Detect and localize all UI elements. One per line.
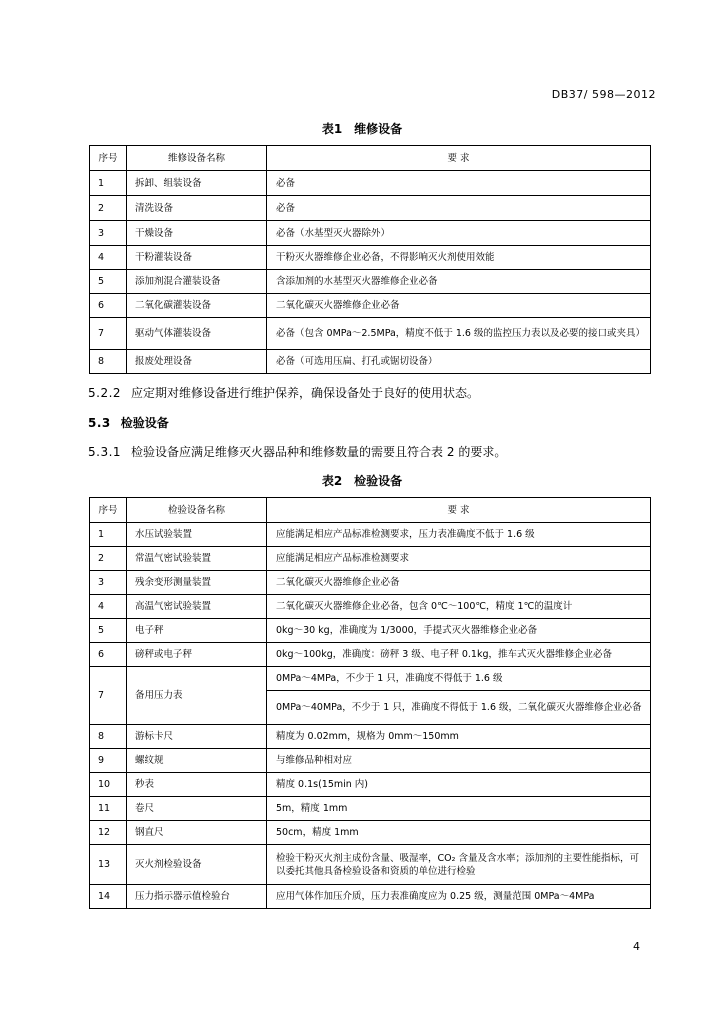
cell-name: 驱动气体灌装设备 (127, 318, 267, 350)
section-number: 5.3 (88, 416, 111, 430)
cell-no: 9 (90, 749, 127, 773)
cell-name: 螺纹规 (127, 749, 267, 773)
cell-req: 检验干粉灭火剂主成份含量、吸湿率，CO₂ 含量及含水率；添加剂的主要性能指标，可以委托其他具备检验设备和资质的单位进行检验 (267, 845, 651, 885)
cell-req: 0kg～100kg，准确度：磅秤 3 级、电子秤 0.1kg，推车式灭火器维修企业必备 (267, 643, 651, 667)
cell-name: 磅秤或电子秤 (127, 643, 267, 667)
cell-name: 高温气密试验装置 (127, 595, 267, 619)
clause-5-2-2 (88, 384, 479, 401)
table-row (90, 350, 651, 374)
header-req: 要 求 (267, 146, 651, 171)
header-no: 序号 (90, 146, 127, 171)
clause-number: 5.2.2 (88, 386, 122, 400)
table-row (90, 523, 651, 547)
cell-name: 常温气密试验装置 (127, 547, 267, 571)
table1 (89, 145, 651, 374)
cell-name: 灭火剂检验设备 (127, 845, 267, 885)
cell-name: 二氧化碳灌装设备 (127, 294, 267, 318)
cell-req: 0MPa～4MPa，不少于 1 只，准确度不得低于 1.6 级 (267, 667, 651, 691)
cell-name: 干粉灌装设备 (127, 246, 267, 270)
cell-req: 必备（包含 0MPa～2.5MPa，精度不低于 1.6 级的监控压力表以及必要的接口或夹具） (267, 318, 651, 350)
cell-no: 8 (90, 725, 127, 749)
cell-req: 精度为 0.02mm，规格为 0mm～150mm (267, 725, 651, 749)
cell-no: 4 (90, 595, 127, 619)
cell-no: 11 (90, 797, 127, 821)
cell-req: 0kg～30 kg，准确度为 1/3000，手提式灭火器维修企业必备 (267, 619, 651, 643)
table-row (90, 595, 651, 619)
cell-name: 清洗设备 (127, 196, 267, 221)
table-row (90, 270, 651, 294)
table1-caption: 表1 维修设备 (321, 122, 403, 136)
cell-no: 13 (90, 845, 127, 885)
cell-name: 报废处理设备 (127, 350, 267, 374)
cell-name: 残余变形测量装置 (127, 571, 267, 595)
table-row (90, 221, 651, 246)
clause-number: 5.3.1 (88, 445, 122, 459)
cell-no: 2 (90, 196, 127, 221)
cell-no: 6 (90, 643, 127, 667)
table-row (90, 845, 651, 885)
cell-req: 应能满足相应产品标准检测要求 (267, 547, 651, 571)
table-row (90, 619, 651, 643)
cell-name: 卷尺 (127, 797, 267, 821)
cell-no: 3 (90, 571, 127, 595)
table2 (89, 497, 651, 909)
cell-req: 应能满足相应产品标准检测要求，压力表准确度不低于 1.6 级 (267, 523, 651, 547)
table-row (90, 547, 651, 571)
cell-req: 必备 (267, 196, 651, 221)
table2-header-row (90, 498, 651, 523)
header-no: 序号 (90, 498, 127, 523)
cell-name: 添加剂混合灌装设备 (127, 270, 267, 294)
table-row (90, 196, 651, 221)
cell-no: 14 (90, 885, 127, 909)
header-req: 要 求 (267, 498, 651, 523)
cell-name: 压力指示器示值检验台 (127, 885, 267, 909)
cell-req: 二氧化碳灭火器维修企业必备，包含 0℃～100℃，精度 1℃的温度计 (267, 595, 651, 619)
cell-req: 二氧化碳灭火器维修企业必备 (267, 294, 651, 318)
table1-header-row (90, 146, 651, 171)
cell-no: 7 (90, 318, 127, 350)
cell-req: 精度 0.1s(15min 内) (267, 773, 651, 797)
cell-no: 6 (90, 294, 127, 318)
cell-name: 备用压力表 (127, 667, 267, 725)
header-name: 维修设备名称 (127, 146, 267, 171)
table-row (90, 773, 651, 797)
document-code: DB37/ 598—2012 (551, 88, 656, 101)
table-row (90, 318, 651, 350)
table-row (90, 171, 651, 196)
cell-req: 0MPa～40MPa，不少于 1 只，准确度不得低于 1.6 级，二氧化碳灭火器维修企业必备 (267, 691, 651, 725)
table-row (90, 571, 651, 595)
cell-no: 3 (90, 221, 127, 246)
table2-caption: 表2 检验设备 (321, 474, 403, 488)
cell-no: 5 (90, 619, 127, 643)
table-row (90, 246, 651, 270)
table-row (90, 885, 651, 909)
cell-name: 干燥设备 (127, 221, 267, 246)
table-row (90, 725, 651, 749)
cell-req: 必备 (267, 171, 651, 196)
table-row (90, 797, 651, 821)
cell-no: 2 (90, 547, 127, 571)
cell-req: 与维修品种相对应 (267, 749, 651, 773)
cell-name: 水压试验装置 (127, 523, 267, 547)
cell-no: 8 (90, 350, 127, 374)
table-row (90, 821, 651, 845)
cell-name: 电子秤 (127, 619, 267, 643)
cell-no: 1 (90, 171, 127, 196)
cell-no: 4 (90, 246, 127, 270)
cell-req: 50cm，精度 1mm (267, 821, 651, 845)
cell-name: 游标卡尺 (127, 725, 267, 749)
table-row (90, 667, 651, 691)
cell-req: 必备（可选用压扁、打孔或锯切设备） (267, 350, 651, 374)
cell-name: 拆卸、组装设备 (127, 171, 267, 196)
cell-no: 1 (90, 523, 127, 547)
clause-text: 检验设备应满足维修灭火器品种和维修数量的需要且符合表 2 的要求。 (131, 445, 507, 459)
clause-5-3-1 (88, 443, 506, 460)
cell-name: 秒表 (127, 773, 267, 797)
cell-no: 5 (90, 270, 127, 294)
cell-req: 含添加剂的水基型灭火器维修企业必备 (267, 270, 651, 294)
cell-no: 7 (90, 667, 127, 725)
table-row (90, 643, 651, 667)
table-row (90, 749, 651, 773)
cell-req: 必备（水基型灭火器除外） (267, 221, 651, 246)
cell-req: 应用气体作加压介质，压力表准确度应为 0.25 级，测量范围 0MPa～4MPa (267, 885, 651, 909)
section-title: 检验设备 (120, 416, 169, 430)
cell-name: 钢直尺 (127, 821, 267, 845)
clause-text: 应定期对维修设备进行维护保养，确保设备处于良好的使用状态。 (131, 386, 480, 400)
cell-no: 12 (90, 821, 127, 845)
cell-req: 5m，精度 1mm (267, 797, 651, 821)
header-name: 检验设备名称 (127, 498, 267, 523)
cell-req: 干粉灭火器维修企业必备，不得影响灭火剂使用效能 (267, 246, 651, 270)
cell-no: 10 (90, 773, 127, 797)
table-row (90, 294, 651, 318)
cell-req: 二氧化碳灭火器维修企业必备 (267, 571, 651, 595)
page-number: 4 (633, 940, 640, 953)
section-5-3-heading (88, 414, 169, 431)
